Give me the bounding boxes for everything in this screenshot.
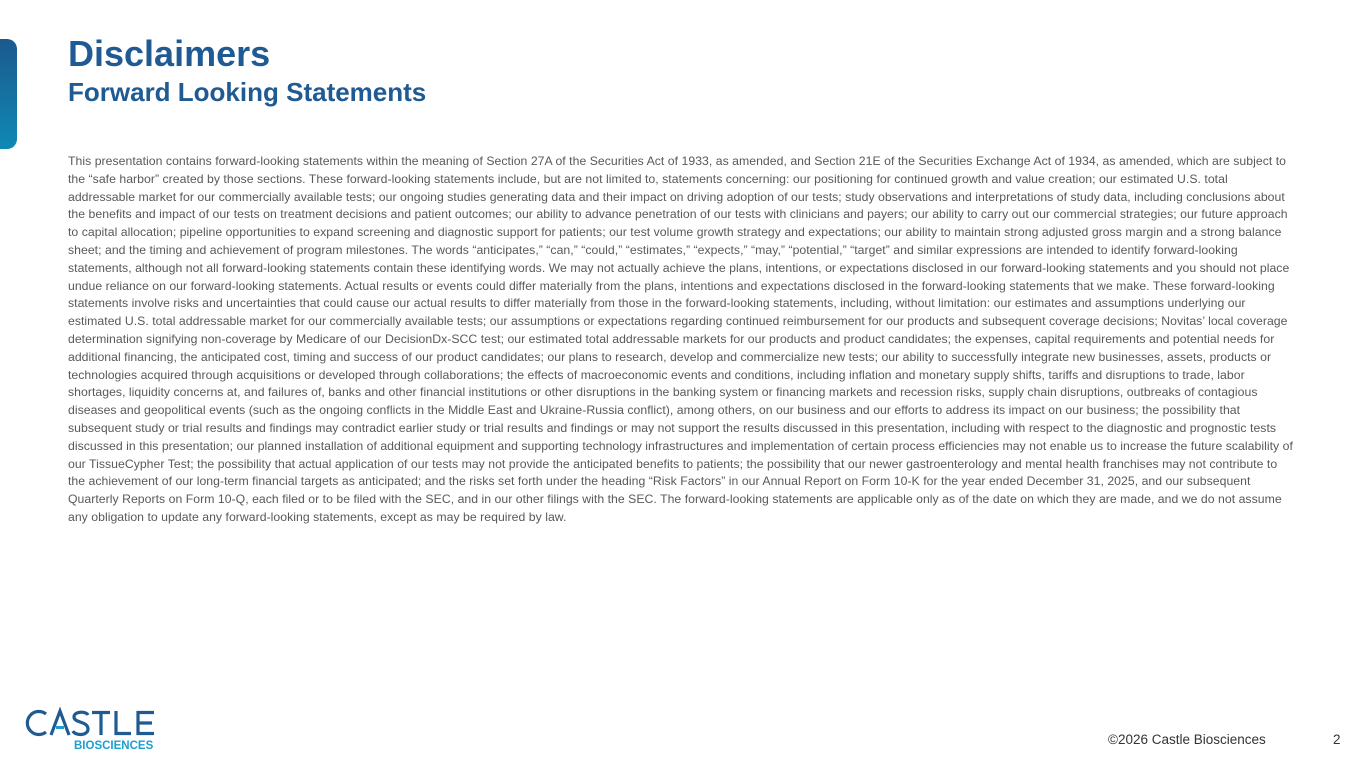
page-subtitle: Forward Looking Statements bbox=[68, 77, 427, 107]
logo-wordmark-stle bbox=[73, 711, 154, 735]
footer-copyright: ©2026 Castle Biosciences bbox=[1108, 732, 1266, 747]
disclaimer-paragraph: This presentation contains forward-looking statements within the meaning of Section 27A of the Securities Act of 1933, as amended, and Section 21E of the Securities Exchange Act of 1934, as amended, which are subject to the “safe harbor” created by those sections. These forward-looking statements include, but are not limited to, statements concerning: our positioning for continued growth and value creation; our estimated U.S. total addressable market for our commercially available tests; our ongoing studies generating data and their impact on driving adoption of our tests; study observations and interpretations of study data, including conclusions about the benefits and impact of our tests on treatment decisions and patient outcomes; our ability to advance penetration of our tests with clinicians and payers; our ability to carry out our commercial strategies; our future approach to capital allocation; pipeline opportunities to expand screening and diagnostic support for patients; our test volume growth strategy and expectations; our ability to maintain strong adjusted gross margin and a strong balance sheet; and the timing and achievement of program milestones. The words “anticipates,” “can,” “could,” “estimates,” “expects,” “may,” “potential,” “target” and similar expressions are intended to identify forward-looking statements, although not all forward-looking statements contain these identifying words. We may not actually achieve the plans, intentions, or expectations disclosed in our forward-looking statements and you should not place undue reliance on our forward-looking statements. Actual results or events could differ materially from the plans, intentions and expectations disclosed in the forward-looking statements that we make. These forward-looking statements involve risks and uncertainties that could cause our actual results to differ materially from those in the forward-looking statements, including, without limitation: our estimates and assumptions underlying our estimated U.S. total addressable market for our commercially available tests; our assumptions or expectations regarding continued reimbursement for our products and subsequent coverage decisions; Novitas’ local coverage determination signifying non-coverage by Medicare of our DecisionDx-SCC test; our estimated total addressable markets for our products and product candidates; the expenses, capital requirements and potential needs for additional financing, the anticipated cost, timing and success of our product candidates; our plans to research, develop and commercialize new tests; our ability to successfully integrate new businesses, assets, products or technologies acquired through acquisitions or developed through collaborations; the effects of macroeconomic events and conditions, including inflation and monetary supply shifts, tariffs and disruptions to trade, labor shortages, liquidity concerns at, and failures of, banks and other financial institutions or other disruptions in the banking system or financing markets and recession risks, supply chain disruptions, outbreaks of contagious diseases and geopolitical events (such as the ongoing conflicts in the Middle East and Ukraine-Russia conflict), among others, on our business and our efforts to address its impact on our business; the possibility that subsequent study or trial results and findings may contradict earlier study or trial results and findings or may not support the results discussed in this presentation, including with respect to the diagnostic and prognostic tests discussed in this presentation; our planned installation of additional equipment and supporting technology infrastructures and implementation of certain process efficiencies may not enable us to increase the future scalability of our TissueCypher Test; the possibility that actual application of our tests may not provide the anticipated benefits to patients; the possibility that our newer gastroenterology and mental health franchises may not contribute to the achievement of our long-term financial targets as anticipated; and the risks set forth under the heading “Risk Factors” in our Annual Report on Form 10-K for the year ended December 31, 2025, and our subsequent Quarterly Reports on Form 10-Q, each filed or to be filed with the SEC, and in our other filings with the SEC. The forward-looking statements are applicable only as of the date on which they are made, and we do not assume any obligation to update any forward-looking statements, except as may be required by law. bbox=[68, 154, 1293, 524]
logo-wordmark-a bbox=[51, 711, 69, 735]
accent-bar bbox=[0, 39, 17, 149]
logo-a-crossbar bbox=[56, 726, 64, 729]
logo-tagline: BIOSCIENCES bbox=[74, 740, 154, 752]
page-number: 2 bbox=[1333, 732, 1341, 747]
page-title: Disclaimers bbox=[68, 33, 271, 74]
logo-wordmark-c bbox=[27, 712, 46, 735]
castle-biosciences-logo bbox=[24, 706, 164, 752]
